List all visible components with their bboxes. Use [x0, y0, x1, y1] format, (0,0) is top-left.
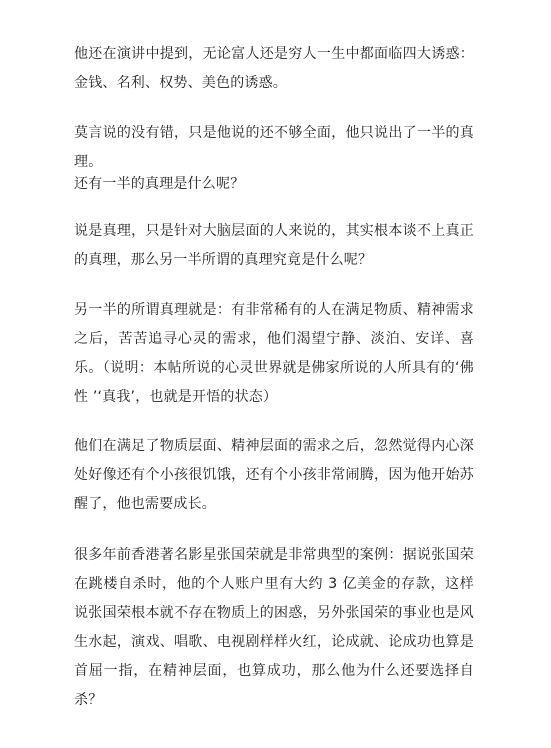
paragraph-mo-yan-half-truth: 莫言说的没有错，只是他说的还不够全面，他只说出了一半的真理。 — [74, 125, 474, 170]
paragraph-spiritual-needs: 另一半的所谓真理就是：有非常稀有的人在满足物质、精神需求之后，苦苦追寻心灵的需求，他们渴望宁静、淡泊、安详、喜乐。（说明：本帖所说的心灵世界就是佛家所说的人所具有的‘佛性 ’‘真我’，也就是开悟的状态） — [74, 302, 474, 405]
paragraph-brain-level-truth: 说是真理，只是针对大脑层面的人来说的，其实根本谈不上真正的真理，那么另一半所谓的真理究竟是什么呢？ — [74, 223, 474, 268]
paragraph-temptations: 他还在演讲中提到，无论富人还是穷人一生中都面临四大诱惑：金钱、名利、权势、美色的诱惑。 — [74, 46, 474, 91]
paragraph-question-other-half: 还有一半的真理是什么呢？ — [74, 176, 245, 192]
paragraph-leslie-cheung-case: 很多年前香港著名影星张国荣就是非常典型的案例：据说张国荣在跳楼自杀时，他的个人账户里有大约 3 亿美金的存款，这样说张国荣根本就不存在物质上的困惑，另外张国荣的事业也是风生水起，演戏、唱歌、电视剧样样火红，论成就、论成功也算是首屈一指，在精神层面，也算成功，那么他为什么还要选择自杀？ — [74, 547, 474, 708]
paragraph-inner-child: 他们在满足了物质层面、精神层面的需求之后，忽然觉得内心深处好像还有个小孩很饥饿，还有个小孩非常闹腾，因为他开始苏醒了，他也需要成长。 — [74, 438, 474, 512]
